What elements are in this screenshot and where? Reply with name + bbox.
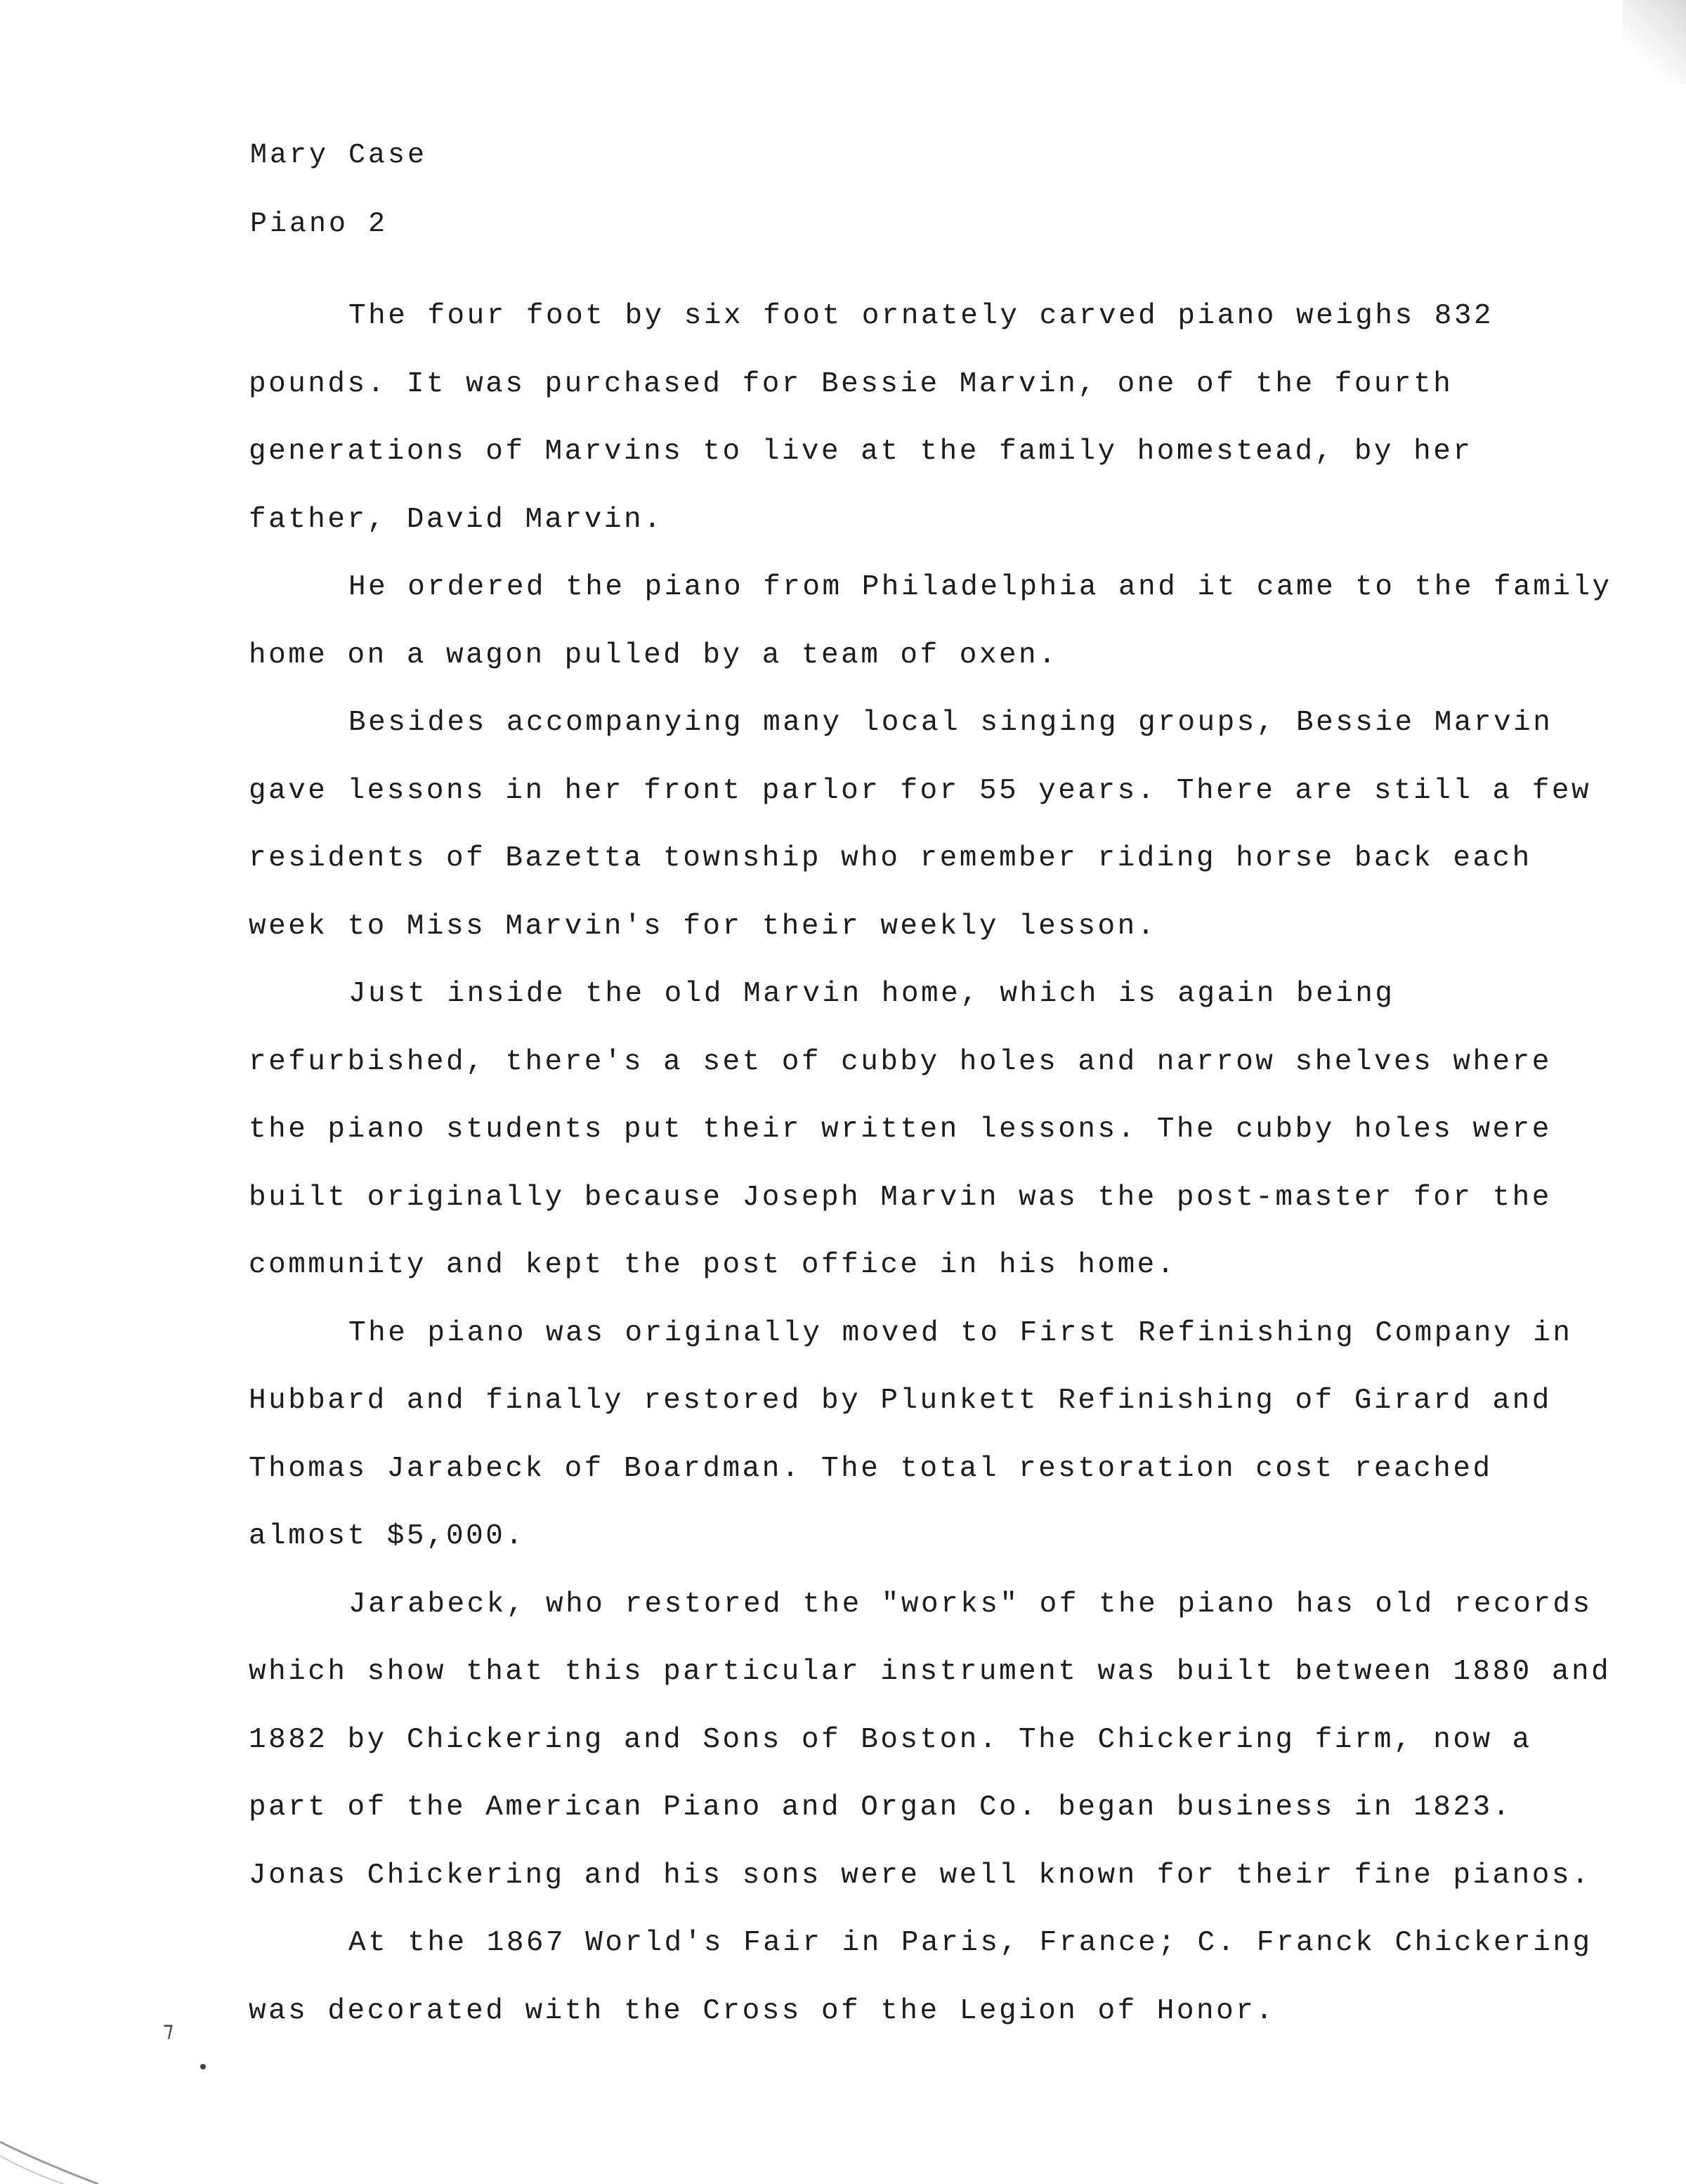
author-name: Mary Case xyxy=(250,140,428,171)
scan-edge-shadow xyxy=(1623,0,1686,84)
stray-dot-mark: • xyxy=(197,2057,210,2081)
document-subject: Piano 2 xyxy=(250,209,388,240)
paragraph: Jarabeck, who restored the "works" of the piano has old records which show that this particular instrument was built between 1880 and 1882 by Chickering and Sons of Boston. The Chickering firm, now a part of the American Piano and Organ Co. began business in 1823. Jonas Chickering and his sons were well known for their fine pianos. xyxy=(249,1588,1612,1892)
page-curl-edge xyxy=(0,2128,112,2184)
paragraph: The four foot by six foot ornately carved piano weighs 832 pounds. It was purchased for Bessie Marvin, one of the fourth generations of Marvins to live at the family homestead, by her father, David Marvin. xyxy=(249,300,1494,536)
stray-pen-mark: ⁊ xyxy=(163,2020,174,2044)
paragraph: The piano was originally moved to First Refinishing Company in Hubbard and finally restored by Plunkett Refinishing of Girard and Thomas Jarabeck of Boardman. The total restoration cost reached almost $5,000. xyxy=(249,1316,1573,1552)
document-body xyxy=(249,282,1626,2045)
paragraph: Just inside the old Marvin home, which is again being refurbished, there's a set of cubby holes and narrow shelves where the piano students put their written lessons. The cubby holes were built originally because Joseph Marvin was the post-master for the community and kept the post office in his home. xyxy=(249,978,1552,1281)
paragraph: At the 1867 World's Fair in Paris, France; C. Franck Chickering was decorated with the Cross of the Legion of Honor. xyxy=(249,1927,1593,2027)
paragraph: Besides accompanying many local singing groups, Bessie Marvin gave lessons in her front parlor for 55 years. There are still a few residents of Bazetta township who remember riding horse back each week to Miss Marvin's for their weekly lesson. xyxy=(249,707,1592,943)
paragraph: He ordered the piano from Philadelphia and it came to the family home on a wagon pulled by a team of oxen. xyxy=(249,571,1612,672)
